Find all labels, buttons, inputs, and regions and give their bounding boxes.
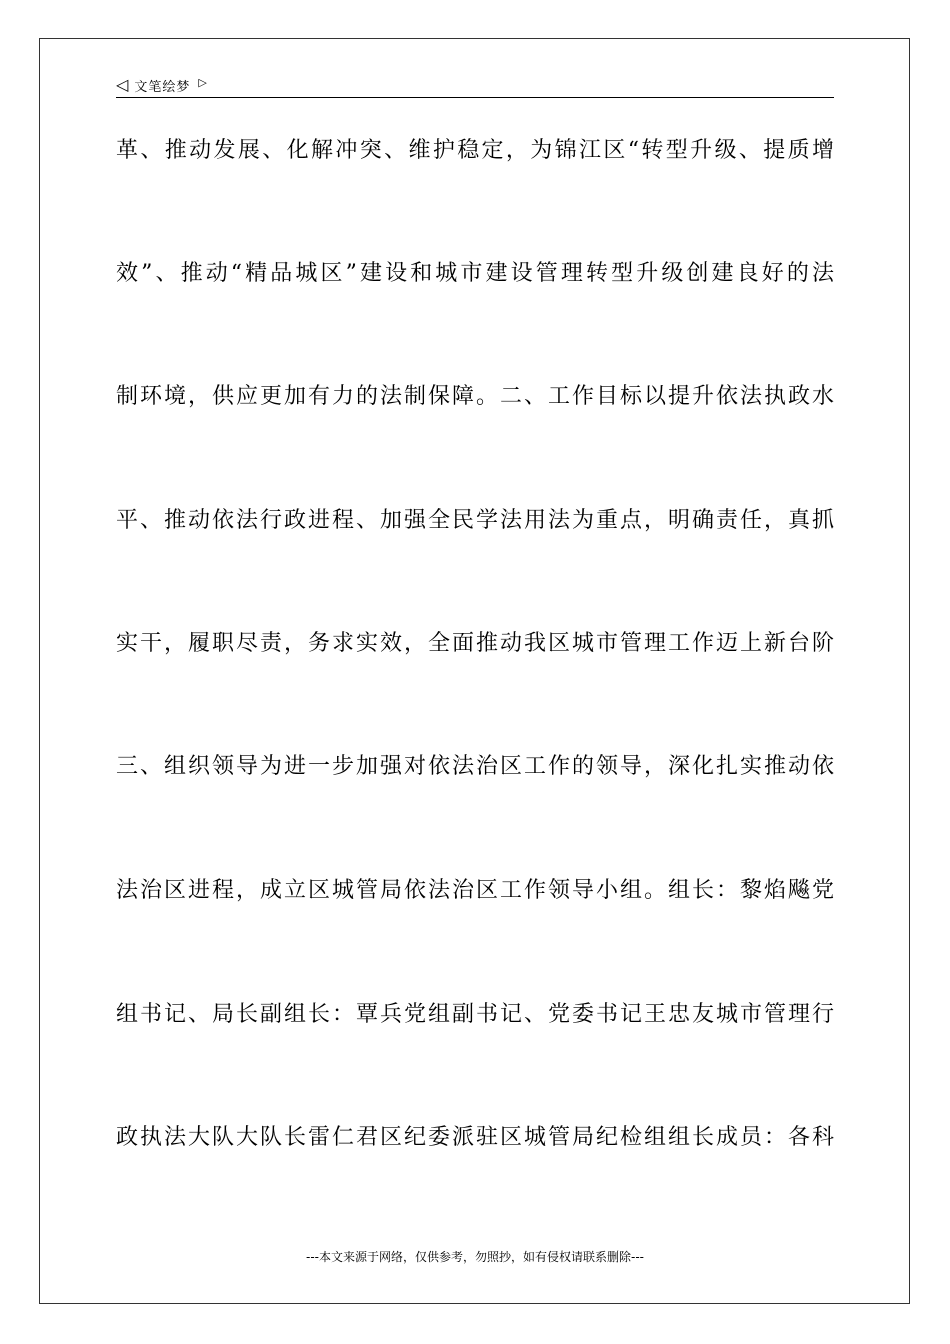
body-line-9: 政执法大队大队长雷仁君区纪委派驻区城管局纪检组组长成员：各科: [116, 1125, 834, 1150]
header-divider: [116, 97, 834, 98]
body-line-4: 平、推动依法行政进程、加强全民学法用法为重点，明确责任，真抓: [116, 508, 834, 533]
page-frame: [39, 38, 910, 1304]
body-line-2: 效”、推动“精品城区”建设和城市建设管理转型升级创建良好的法: [116, 261, 834, 286]
body-line-3: 制环境，供应更加有力的法制保障。二、工作目标以提升依法执政水: [116, 384, 834, 409]
body-line-7: 法治区进程，成立区城管局依法治区工作领导小组。组长：黎焰飚党: [116, 878, 834, 903]
body-line-5: 实干，履职尽责，务求实效，全面推动我区城市管理工作迈上新台阶: [116, 631, 834, 656]
triangle-right-icon: ▷: [198, 75, 207, 89]
triangle-left-icon: ◁: [116, 75, 129, 94]
header-brand: 文笔绘梦: [134, 79, 191, 95]
body-line-1: 革、推动发展、化解冲突、维护稳定，为锦江区“转型升级、提质增: [116, 138, 834, 163]
page-header: [116, 72, 207, 98]
footer-disclaimer: ---本文来源于网络，仅供参考，勿照抄，如有侵权请联系删除---: [306, 1250, 644, 1264]
body-line-8: 组书记、局长副组长：覃兵党组副书记、党委书记王忠友城市管理行: [116, 1002, 834, 1027]
body-line-6: 三、组织领导为进一步加强对依法治区工作的领导，深化扎实推动依: [116, 754, 834, 779]
